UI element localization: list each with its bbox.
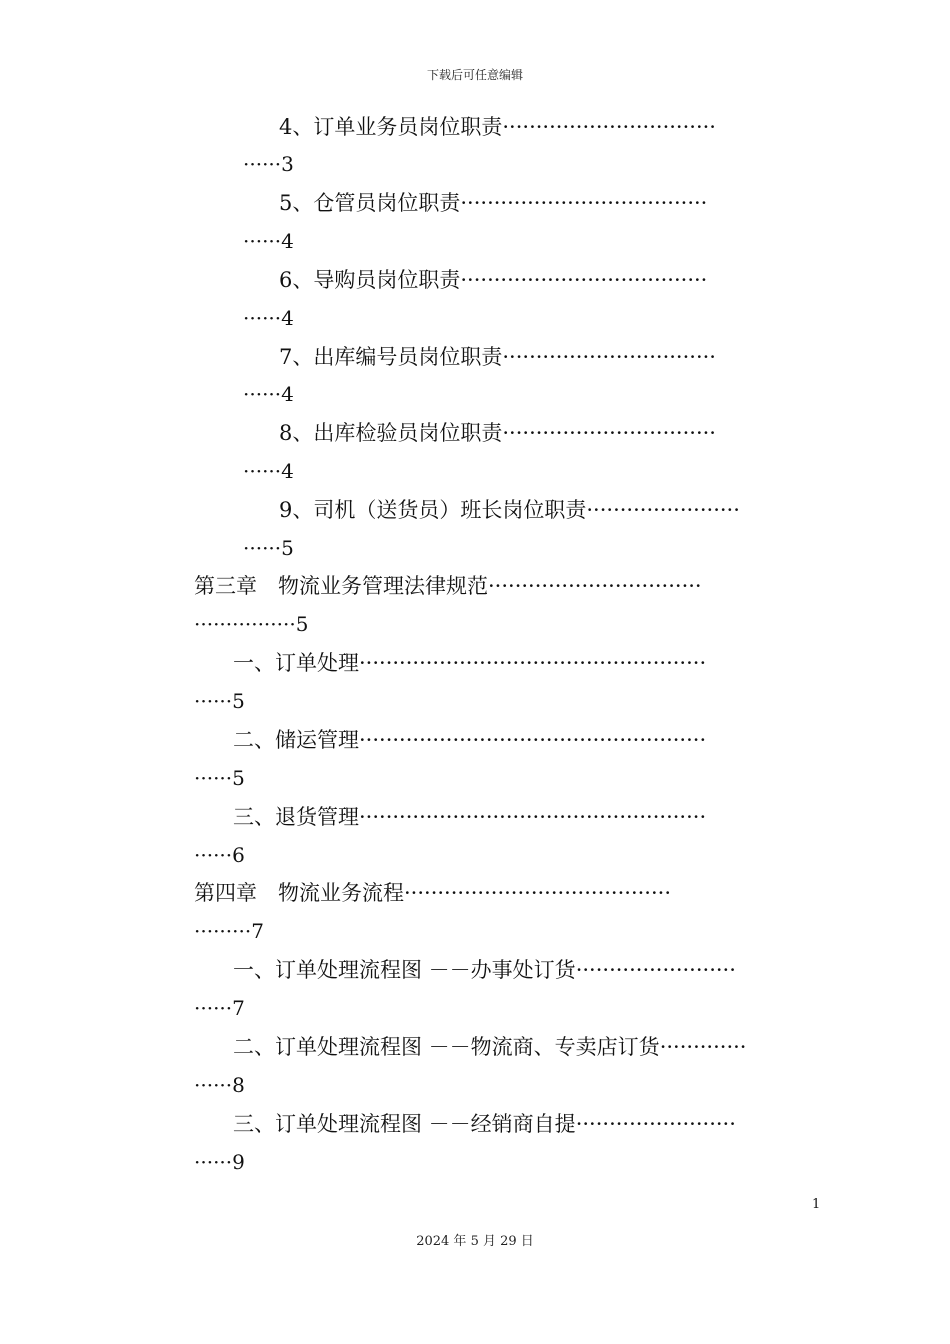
toc-entry-label: 4、订单业务员岗位职责 <box>279 115 503 139</box>
toc-leader-dots: ······ <box>194 766 233 790</box>
toc-entry-label: 9、司机（送货员）班长岗位职责 <box>279 498 587 522</box>
toc-leader-dots: ································ <box>488 574 702 598</box>
toc-entry-label: 7、出库编号员岗位职责 <box>279 345 503 369</box>
toc-leader-dots: ······ <box>243 459 282 483</box>
toc-chapter-title <box>194 880 818 906</box>
toc-leader-dots: ······ <box>243 536 282 560</box>
toc-page-number: 7 <box>232 996 245 1020</box>
toc-entry-label: 三、退货管理 <box>233 805 359 829</box>
toc-entry-label: 6、导购员岗位职责 <box>279 268 461 292</box>
toc-page-number: 5 <box>281 536 294 560</box>
toc-page-number: 4 <box>281 382 294 406</box>
toc-leader-dots: ······················· <box>586 498 740 522</box>
toc-entry-title <box>279 344 818 370</box>
toc-entry-label: 三、订单处理流程图 －－经销商自提 <box>233 1112 576 1136</box>
toc-page-number: 9 <box>232 1150 245 1174</box>
toc-entry-title <box>233 1034 818 1060</box>
toc-page-number: 6 <box>232 843 245 867</box>
toc-entry-label: 二、储运管理 <box>233 728 359 752</box>
page-header: 下载后可任意编辑 <box>426 68 523 82</box>
toc-leader-dots: ········· <box>194 919 252 943</box>
toc-page-number: 3 <box>281 152 294 176</box>
toc-page-number: 5 <box>295 612 309 636</box>
toc-entry-label: 一、订单处理 <box>233 651 359 675</box>
toc-entry-continuation <box>194 1149 245 1175</box>
toc-page-number: 5 <box>232 689 245 713</box>
toc-entry-continuation <box>194 765 245 791</box>
toc-leader-dots: ············· <box>659 1035 747 1059</box>
toc-leader-dots: ···················································· <box>359 651 707 675</box>
toc-entry-label: 第三章 物流业务管理法律规范 <box>194 574 488 598</box>
toc-entry-title <box>279 267 818 293</box>
toc-entry-continuation <box>194 1072 245 1098</box>
toc-leader-dots: ····································· <box>460 191 708 215</box>
toc-page-number: 7 <box>251 919 264 943</box>
page-number: 1 <box>812 1197 821 1212</box>
toc-entry-continuation <box>243 381 294 407</box>
toc-leader-dots: ······ <box>194 1150 233 1174</box>
toc-page-number: 5 <box>232 766 245 790</box>
toc-leader-dots: ······ <box>194 689 233 713</box>
toc-entry-continuation <box>194 995 245 1021</box>
toc-leader-dots: ········································ <box>404 881 672 905</box>
toc-leader-dots: ···················································· <box>359 728 707 752</box>
toc-leader-dots: ······ <box>194 1073 233 1097</box>
toc-entry-label: 5、仓管员岗位职责 <box>279 191 461 215</box>
toc-entry-continuation <box>194 611 308 637</box>
toc-entry-label: 一、订单处理流程图 －－办事处订货 <box>233 958 576 982</box>
toc-leader-dots: ······ <box>243 152 282 176</box>
toc-leader-dots: ······ <box>243 306 282 330</box>
toc-leader-dots: ······ <box>243 229 282 253</box>
toc-page-number: 4 <box>281 229 294 253</box>
toc-leader-dots: ························ <box>575 1112 736 1136</box>
toc-entry-title <box>279 420 818 446</box>
toc-entry-label: 二、订单处理流程图 －－物流商、专卖店订货 <box>233 1035 660 1059</box>
toc-entry-label: 8、出库检验员岗位职责 <box>279 421 503 445</box>
toc-page-number: 4 <box>281 306 294 330</box>
toc-leader-dots: ····································· <box>460 268 708 292</box>
toc-leader-dots: ································ <box>502 115 716 139</box>
toc-entry-title <box>279 114 818 140</box>
toc-entry-continuation <box>243 228 294 254</box>
toc-leader-dots: ························ <box>575 958 736 982</box>
toc-entry-title <box>233 804 818 830</box>
toc-leader-dots: ······ <box>194 996 233 1020</box>
toc-entry-title <box>279 497 818 523</box>
toc-page-number: 8 <box>232 1073 245 1097</box>
toc-entry-continuation <box>194 918 264 944</box>
toc-entry-title <box>233 957 818 983</box>
page-footer-date: 2024 年 5 月 29 日 <box>416 1234 534 1249</box>
toc-entry-title <box>279 190 818 216</box>
toc-entry-title <box>233 1111 818 1137</box>
toc-entry-continuation <box>243 458 294 484</box>
toc-entry-continuation <box>194 842 245 868</box>
toc-entry-continuation <box>194 688 245 714</box>
toc-entry-title <box>233 727 818 753</box>
toc-entry-continuation <box>243 305 294 331</box>
toc-leader-dots: ································ <box>502 345 716 369</box>
toc-page-number: 4 <box>281 459 294 483</box>
toc-entry-continuation <box>243 535 294 561</box>
toc-leader-dots: ································ <box>502 421 716 445</box>
toc-entry-title <box>233 650 818 676</box>
toc-leader-dots: ······ <box>243 382 282 406</box>
toc-entry-continuation <box>243 151 294 177</box>
toc-leader-dots: ················ <box>194 612 296 636</box>
toc-leader-dots: ···················································· <box>359 805 707 829</box>
toc-entry-label: 第四章 物流业务流程 <box>194 881 404 905</box>
toc-chapter-title <box>194 573 818 599</box>
toc-leader-dots: ······ <box>194 843 233 867</box>
